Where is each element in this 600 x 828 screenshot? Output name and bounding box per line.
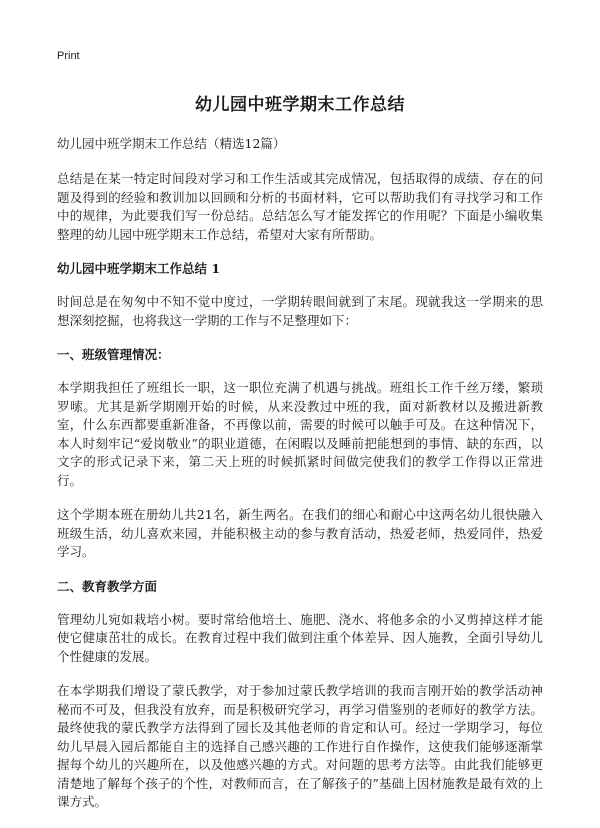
- teaching-paragraph-2: 在本学期我们增设了蒙氏教学，对于参加过蒙氏教学培训的我而言刚开始的教学活动神秘而不可及，但我没有放弃，而是积极研究学习，再学习借鉴别的老师好的教学方法。最终使我的蒙氏教学方法得到了园长及其他老师的肯定和认可。经过一学期学习，每位幼儿早晨入园后都能自主的选择自己感兴趣的工作进行自作操作，这使我们能够逐渐掌握每个幼儿的兴趣所在，以及他感兴趣的方式。对问题的思考方法等。由此我们能够更清楚地了解每个孩子的个性，对教师而言，在了解孩子的”基础上因材施教是最有效的上课方式。: [57, 683, 543, 809]
- section-title: 幼儿园中班学期末工作总结 1: [57, 261, 221, 276]
- heading-class-management: 一、班级管理情况：: [57, 347, 170, 362]
- heading-teaching: 二、教育教学方面: [57, 578, 158, 594]
- page-title: 幼儿园中班学期末工作总结: [195, 95, 405, 115]
- opening-paragraph: 时间总是在匆匆中不知不觉中度过，一学期转眼间就到了末尾。现就我这一学期来的思想深刻挖掘，也将我这一学期的工作与不足整理如下：: [57, 294, 543, 328]
- class-management-paragraph-1: 本学期我担任了班组长一职，这一职位充满了机遇与挑战。班组长工作千丝万缕，繁琐罗嗦。尤其是新学期刚开始的时候，从来没教过中班的我，面对新教材以及搬进新教室，什么东西都要重新准备，不再像以前，需要的时候可以触手可及。在这种情况下，本人时刻牢记“爱岗敬业”的职业道德，在闲暇以及睡前把能想到的事情、缺的东西，以文字的形式记录下来，第二天上班的时候抓紧时间做完使我们的教学工作得以正常进行。: [57, 380, 543, 488]
- intro-paragraph: 总结是在某一特定时间段对学习和工作生活或其完成情况，包括取得的成绩、存在的问题及得到的经验和教训加以回顾和分析的书面材料，它可以帮助我们有寻找学习和工作中的规律，为此要我们写一份总结。总结怎么写才能发挥它的作用呢？下面是小编收集整理的幼儿园中班学期末工作总结，希望对大家有所帮助。: [57, 171, 543, 242]
- document-subtitle: 幼儿园中班学期末工作总结（精选12篇）: [57, 136, 286, 151]
- print-link[interactable]: Print: [57, 50, 80, 62]
- class-management-paragraph-2: 这个学期本班在册幼儿共21名，新生两名。在我们的细心和耐心中这两名幼儿很快融入班级生活，幼儿喜欢来园，并能积极主动的参与教育活动，热爱老师，热爱同伴，热爱学习。: [57, 507, 543, 559]
- teaching-paragraph-1: 管理幼儿宛如栽培小树。要时常给他培土、施肥、浇水、将他多余的小叉剪掉这样才能使它健康茁壮的成长。在教育过程中我们做到注重个体差异、因人施教，全面引导幼儿个性健康的发展。: [57, 611, 543, 664]
